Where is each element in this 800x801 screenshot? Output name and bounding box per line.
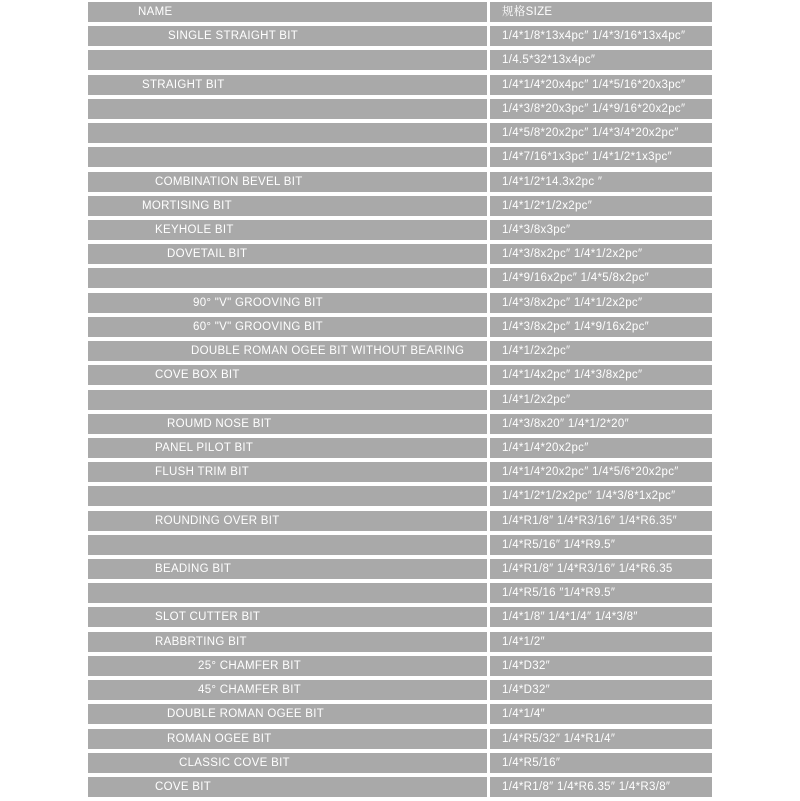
name-cell	[88, 535, 487, 555]
name-text: SINGLE STRAIGHT BIT	[168, 30, 299, 43]
name-cell	[88, 632, 487, 652]
table-row	[88, 414, 712, 434]
name-text: DOUBLE ROMAN OGEE BIT	[167, 708, 325, 721]
name-cell	[88, 147, 487, 167]
size-cell: 1/4*1/2x2pc″	[490, 390, 712, 410]
table-row	[88, 656, 712, 676]
table-row	[88, 75, 712, 95]
name-cell	[88, 75, 487, 95]
table-row	[88, 293, 712, 313]
size-cell: 1/4*1/4″	[490, 704, 712, 724]
name-cell	[88, 607, 487, 627]
name-cell	[88, 680, 487, 700]
name-text: 45° CHAMFER BIT	[198, 684, 302, 697]
name-cell	[88, 50, 487, 70]
size-cell: 1/4*R5/16″ 1/4*R9.5″	[490, 535, 712, 555]
name-cell	[88, 341, 487, 361]
size-cell: 1/4*R5/16″	[490, 753, 712, 773]
size-cell: 1/4*3/8x2pc″ 1/4*1/2x2pc″	[490, 293, 712, 313]
table-row	[88, 632, 712, 652]
table-row	[88, 341, 712, 361]
table-row	[88, 172, 712, 192]
table-header	[88, 2, 712, 22]
name-text: ROUNDING OVER BIT	[155, 514, 280, 527]
size-cell: 1/4*R1/8″ 1/4*R3/16″ 1/4*R6.35	[490, 559, 712, 579]
name-text: COVE BOX BIT	[155, 369, 240, 382]
size-cell: 1/4*5/8*20x2pc″ 1/4*3/4*20x2pc″	[490, 123, 712, 143]
size-cell: 1/4*1/2*1/2x2pc″ 1/4*3/8*1x2pc″	[490, 486, 712, 506]
size-cell: 1/4*R1/8″ 1/4*R3/16″ 1/4*R6.35″	[490, 511, 712, 531]
table-row	[88, 511, 712, 531]
name-text: BEADING BIT	[155, 563, 232, 576]
size-cell: 1/4*1/8*13x4pc″ 1/4*3/16*13x4pc″	[490, 26, 712, 46]
table-row	[88, 220, 712, 240]
table-row	[88, 147, 712, 167]
name-cell	[88, 753, 487, 773]
size-cell: 1/4*1/2*1/2x2pc″	[490, 196, 712, 216]
size-cell: 1/4*3/8x2pc″ 1/4*9/16x2pc″	[490, 317, 712, 337]
table-row	[88, 559, 712, 579]
size-cell: 1/4.5*32*13x4pc″	[490, 50, 712, 70]
name-cell	[88, 777, 487, 797]
name-cell	[88, 317, 487, 337]
size-cell: 1/4*1/4*20x4pc″ 1/4*5/16*20x3pc″	[490, 75, 712, 95]
name-cell	[88, 729, 487, 749]
size-cell: 1/4*1/2*14.3x2pc ″	[490, 172, 712, 192]
table-row	[88, 607, 712, 627]
size-cell: 1/4*R1/8″ 1/4*R6.35″ 1/4*R3/8″	[490, 777, 712, 797]
table-row	[88, 26, 712, 46]
name-text: SLOT CUTTER BIT	[155, 611, 261, 624]
name-text: COMBINATION BEVEL BIT	[155, 175, 303, 188]
size-cell: 1/4*1/2x2pc″	[490, 341, 712, 361]
name-cell	[88, 99, 487, 119]
name-cell	[88, 438, 487, 458]
size-cell: 1/4*1/4*20x2pc″ 1/4*5/6*20x2pc″	[490, 462, 712, 482]
size-cell: 1/4*1/2″	[490, 632, 712, 652]
table-row	[88, 438, 712, 458]
name-text: 90° "V" GROOVING BIT	[193, 296, 323, 309]
table-row	[88, 535, 712, 555]
table-row	[88, 729, 712, 749]
size-cell: 1/4*3/8x20″ 1/4*1/2*20″	[490, 414, 712, 434]
table-row	[88, 680, 712, 700]
name-cell	[88, 511, 487, 531]
name-text: DOVETAIL BIT	[167, 248, 248, 261]
name-text: COVE BIT	[155, 781, 212, 793]
name-cell	[88, 26, 487, 46]
name-text: NAME	[138, 6, 173, 18]
size-cell: 1/4*R5/16 ″1/4*R9.5″	[490, 583, 712, 603]
size-cell: 1/4*9/16x2pc″ 1/4*5/8x2pc″	[490, 268, 712, 288]
table-row	[88, 777, 712, 797]
name-cell	[88, 486, 487, 506]
name-cell	[88, 390, 487, 410]
name-cell	[88, 220, 487, 240]
size-cell: 1/4*R5/32″ 1/4*R1/4″	[490, 729, 712, 749]
name-cell	[88, 2, 487, 22]
size-cell: 1/4*3/8x2pc″ 1/4*1/2x2pc″	[490, 244, 712, 264]
size-cell: 1/4*1/4*20x2pc″	[490, 438, 712, 458]
name-cell	[88, 365, 487, 385]
name-text: ROUMD NOSE BIT	[167, 417, 272, 430]
name-cell	[88, 462, 487, 482]
name-cell	[88, 172, 487, 192]
size-cell: 1/4*3/8*20x3pc″ 1/4*9/16*20x2pc″	[490, 99, 712, 119]
name-text: CLASSIC COVE BIT	[179, 756, 290, 769]
name-cell	[88, 559, 487, 579]
name-text: RABBRTING BIT	[155, 635, 247, 648]
table-row	[88, 704, 712, 724]
table-row	[88, 123, 712, 143]
name-text: KEYHOLE BIT	[155, 223, 234, 236]
name-text: DOUBLE ROMAN OGEE BIT WITHOUT BEARING	[191, 345, 465, 358]
name-text: PANEL PILOT BIT	[155, 441, 254, 454]
table-row	[88, 365, 712, 385]
size-cell: 1/4*7/16*1x3pc″ 1/4*1/2*1x3pc″	[490, 147, 712, 167]
name-text: FLUSH TRIM BIT	[155, 466, 250, 479]
size-cell: 1/4*D32″	[490, 656, 712, 676]
table-row	[88, 244, 712, 264]
table-row	[88, 268, 712, 288]
name-cell	[88, 293, 487, 313]
size-cell: 1/4*D32″	[490, 680, 712, 700]
name-text: ROMAN OGEE BIT	[167, 732, 272, 745]
table-row	[88, 390, 712, 410]
name-text: 60° "V" GROOVING BIT	[193, 320, 323, 333]
name-text: STRAIGHT BIT	[142, 78, 225, 91]
table-row	[88, 50, 712, 70]
table-row	[88, 196, 712, 216]
size-cell: 规格SIZE	[490, 2, 712, 22]
table-row	[88, 462, 712, 482]
size-cell: 1/4*3/8x3pc″	[490, 220, 712, 240]
name-cell	[88, 123, 487, 143]
table-row	[88, 99, 712, 119]
spec-table	[88, 2, 712, 801]
name-cell	[88, 704, 487, 724]
name-text: MORTISING BIT	[142, 199, 232, 212]
table-row	[88, 486, 712, 506]
name-cell	[88, 656, 487, 676]
name-cell	[88, 196, 487, 216]
name-cell	[88, 414, 487, 434]
name-cell	[88, 583, 487, 603]
size-cell: 1/4*1/4x2pc″ 1/4*3/8x2pc″	[490, 365, 712, 385]
name-text: 25° CHAMFER BIT	[198, 659, 302, 672]
size-cell: 1/4*1/8″ 1/4*1/4″ 1/4*3/8″	[490, 607, 712, 627]
name-cell	[88, 244, 487, 264]
table-row	[88, 317, 712, 337]
table-row	[88, 583, 712, 603]
name-cell	[88, 268, 487, 288]
table-row	[88, 753, 712, 773]
